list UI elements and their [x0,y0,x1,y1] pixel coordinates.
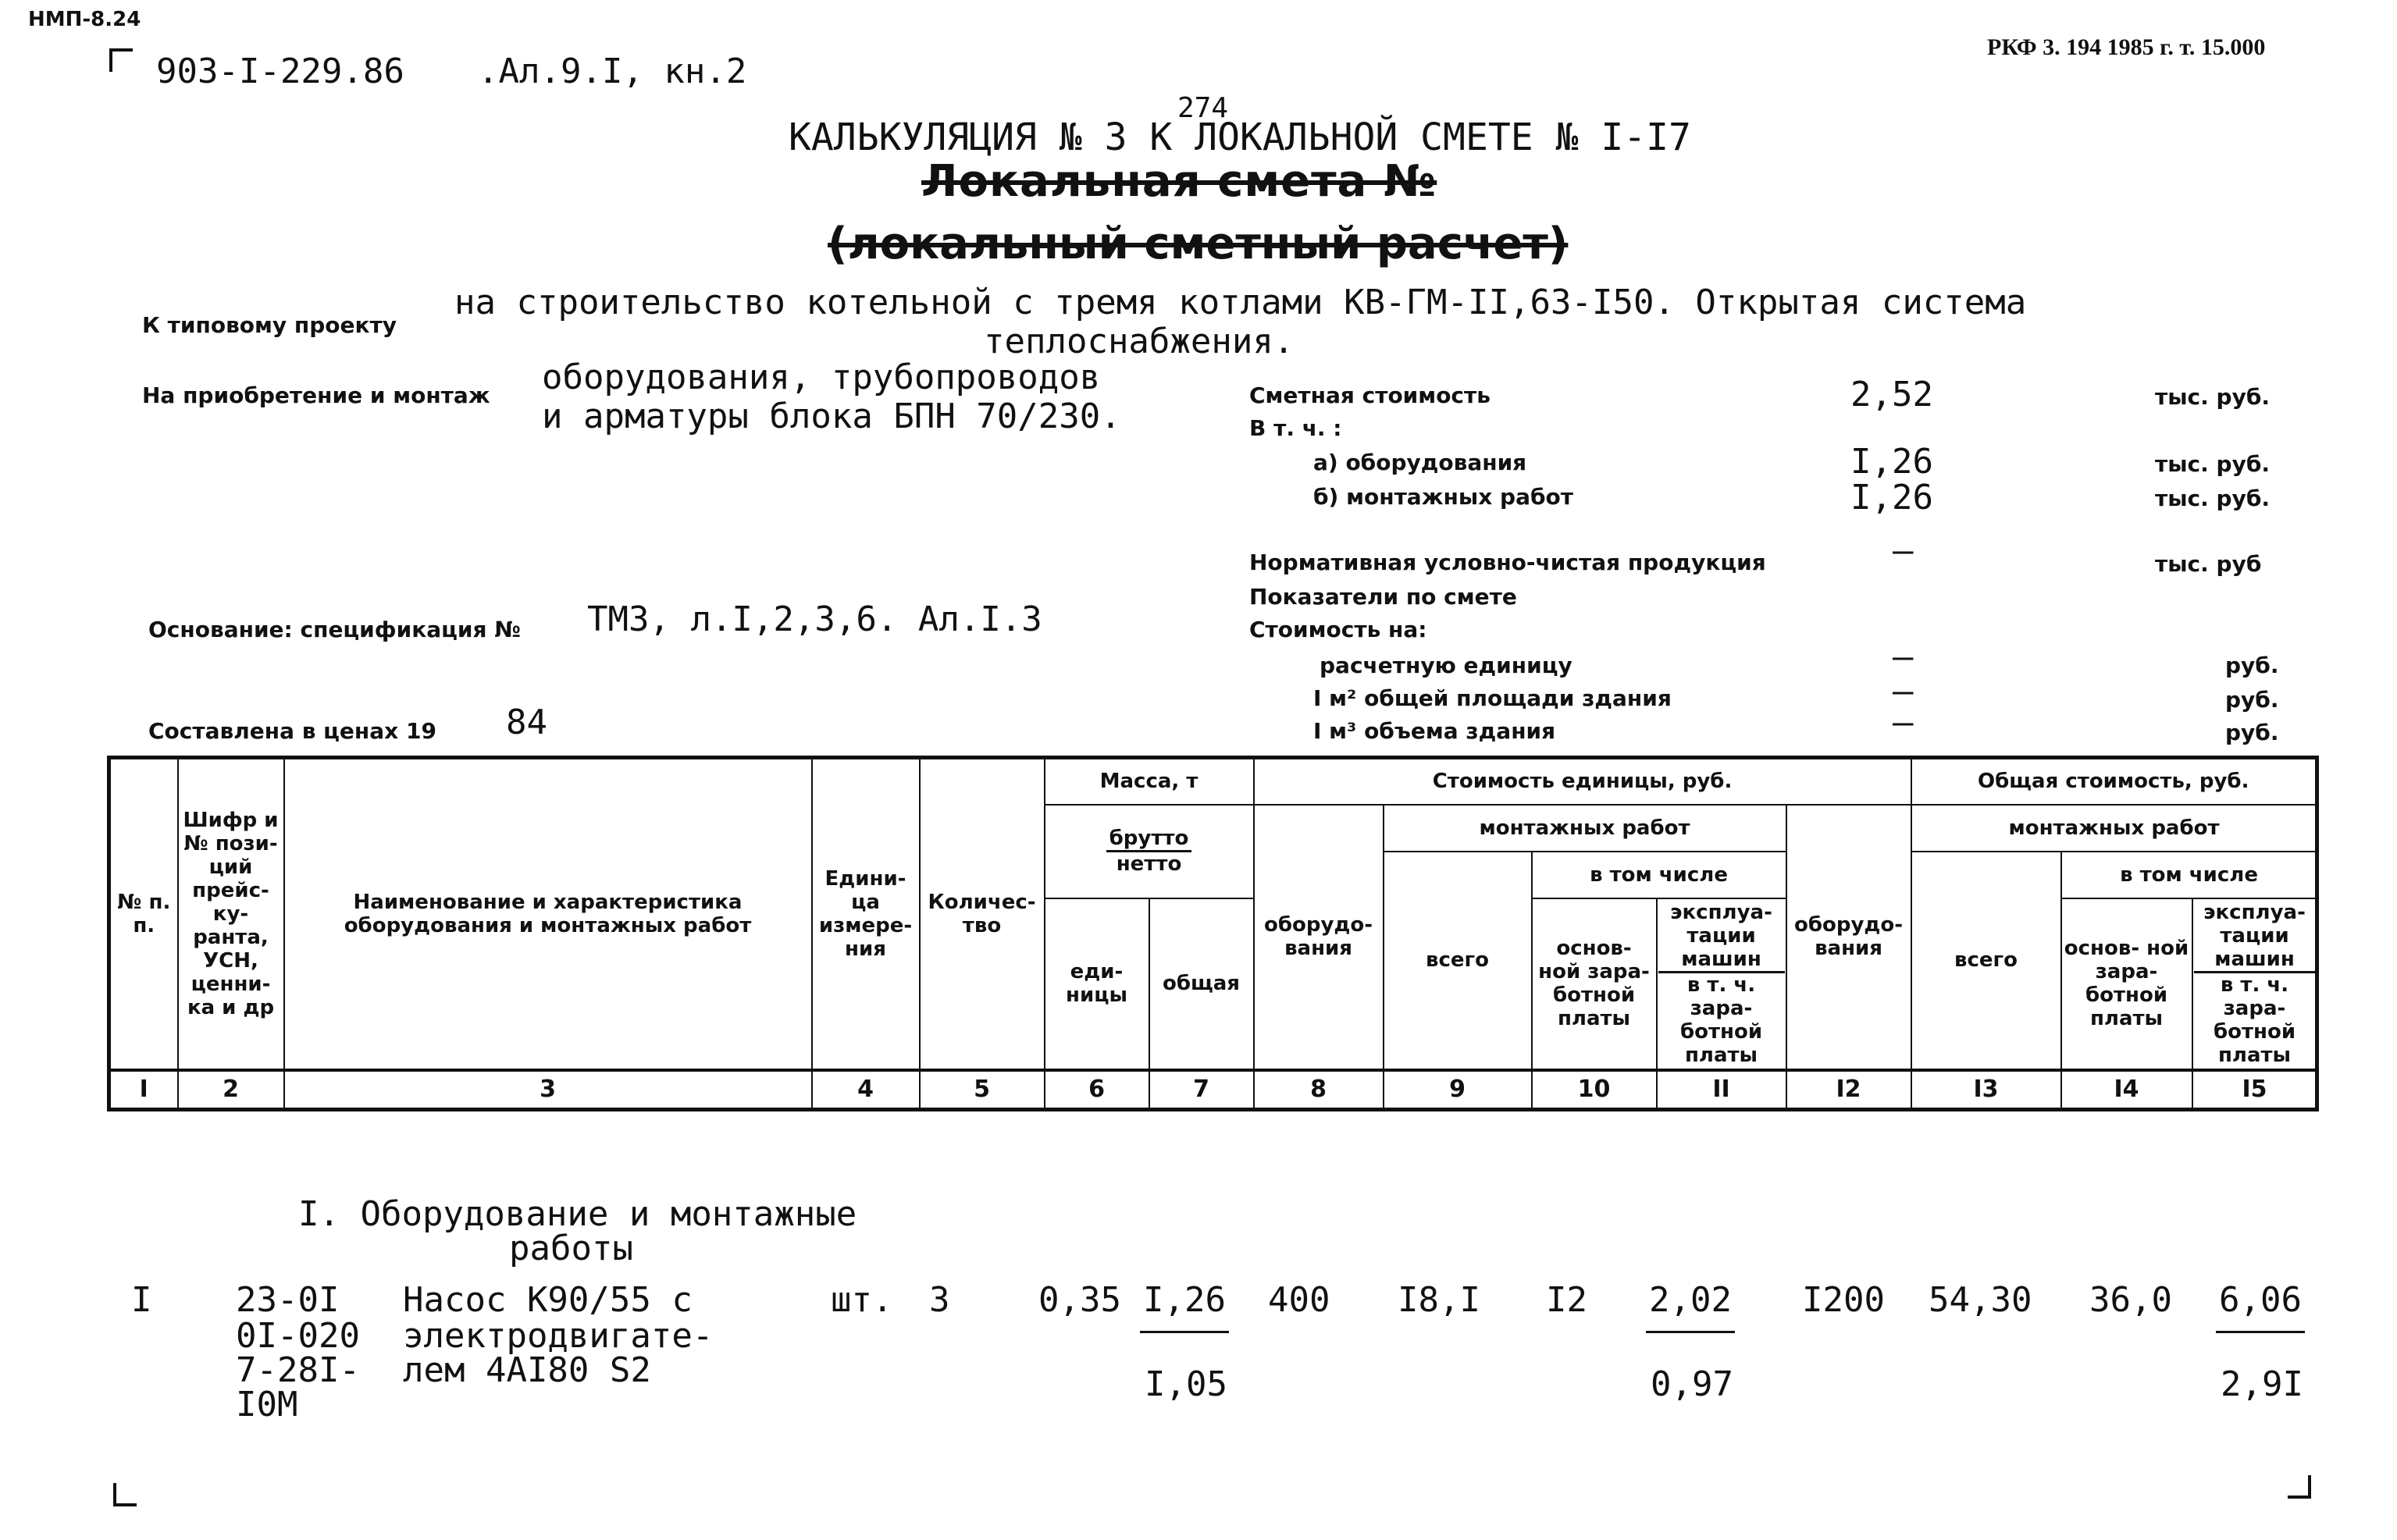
header-total-base-wage: основ- ной зара- ботной платы [2061,898,2192,1070]
equipment-value: I,26 [1850,442,1933,482]
header-total-machines [2192,898,2317,1070]
installation-label: б) монтажных работ [1313,484,1573,510]
cost-per-label: Стоимость на: [1249,617,1427,642]
header-total-cost: Общая стоимость, руб. [1911,758,2317,805]
normative-label: Нормативная условно-чистая продукция [1249,549,1766,575]
row-total-install-all: 54,30 [1929,1280,2032,1320]
header-brutto-netto [1045,805,1254,898]
col-number-13: I3 [1911,1070,2061,1110]
col-number-5: 5 [920,1070,1045,1110]
project-label: К типовому проекту [142,312,397,338]
row-total-equipment: I200 [1802,1280,1885,1320]
calculation-title: КАЛЬКУЛЯЦИЯ № 3 К ЛОКАЛЬНОЙ СМЕТЕ № I-I7 [789,116,1691,159]
row-mass-unit: 0,35 [1038,1280,1121,1320]
section-title-line2: работы [509,1229,633,1268]
equipment-label: а) оборудования [1313,450,1527,475]
col-number-14: I4 [2061,1070,2192,1110]
row-total-machines-wage: 2,9I [2221,1364,2303,1404]
header-item-number: № п. п. [109,758,178,1070]
estimate-table [107,756,2319,1111]
form-reference: РКФ 3. 194 1985 г. т. 15.000 [1987,34,2266,60]
prices-year: 84 [506,702,547,742]
estimate-cost-label: Сметная стоимость [1249,382,1491,408]
corner-mark-bottom-right [2288,1475,2311,1499]
col-number-4: 4 [812,1070,920,1110]
row-code-line1: 23-0I [236,1280,340,1320]
corner-mark-top-left [109,48,133,72]
header-unit-machines-wage: в т. ч. зара- ботной платы [1679,973,1763,1067]
row-unit: шт. [831,1280,893,1320]
row-mass-total-brutto-value: I,26 [1140,1280,1229,1333]
form-code: НМП-8.24 [28,8,141,31]
row-mass-total-brutto [1140,1280,1229,1333]
header-unit-machines [1657,898,1786,1070]
header-quantity: Количес- тво [920,758,1045,1070]
indicators-label: Показатели по смете [1249,584,1517,610]
header-netto: нетто [1116,852,1182,876]
header-unit: Едини- ца измере- ния [812,758,920,1070]
header-unit-cost: Стоимость единицы, руб. [1254,758,1911,805]
corner-mark-bottom-left [113,1483,137,1506]
normative-value: – [1893,531,1914,571]
prices-label: Составлена в ценах 19 [148,718,436,744]
col-number-1: I [109,1070,178,1110]
normative-unit: тыс. руб [2155,551,2262,577]
header-unit-including: в том числе [1532,852,1786,898]
calc-unit-unit: руб. [2225,653,2279,678]
calc-unit-label: расчетную единицу [1320,653,1572,678]
row-code-line2: 0I-020 [236,1316,360,1356]
area-label: I м² общей площади здания [1313,685,1672,711]
purpose-label: На приобретение и монтаж [142,382,490,408]
header-total-machines-label: эксплуа- тации машин [2194,901,2316,973]
row-unit-machines-value: 2,02 [1646,1280,1735,1333]
row-name-line1: Насос К90/55 с [403,1280,693,1320]
header-unit-equipment: оборудо- вания [1254,805,1384,1070]
volume-value: – [1893,702,1914,742]
col-number-9: 9 [1384,1070,1532,1110]
volume-unit: руб. [2225,720,2279,745]
basis-label: Основание: спецификация № [148,617,521,642]
album-reference: .Ал.9.I, кн.2 [478,52,747,91]
col-number-8: 8 [1254,1070,1384,1110]
area-value: – [1893,671,1914,711]
row-code-line3: 7-28I- [236,1350,360,1390]
row-unit-machines-wage: 0,97 [1651,1364,1733,1404]
row-total-machines-value: 6,06 [2216,1280,2305,1333]
header-total-install-all: всего [1911,852,2061,1070]
col-number-15: I5 [2192,1070,2317,1110]
struck-title-calculation: (локальный сметный расчет) [828,219,1569,269]
header-mass-total: общая [1149,898,1254,1070]
equipment-unit: тыс. руб. [2155,451,2271,477]
header-name: Наименование и характеристика оборудования и монтажных работ [284,758,812,1070]
row-unit-install-all: I8,I [1398,1280,1480,1320]
project-value: на строительство котельной с тремя котлами КВ-ГМ-II,63-I50. Открытая система [454,283,2027,322]
doc-number: 903-I-229.86 [156,52,404,91]
col-number-7: 7 [1149,1070,1254,1110]
header-unit-install-all: всего [1384,852,1532,1070]
row-mass-total-netto: I,05 [1145,1364,1227,1404]
col-number-11: II [1657,1070,1786,1110]
row-name-line2: электродвигате- [403,1316,714,1356]
basis-value: ТМЗ, л.I,2,3,6. Ал.I.3 [587,599,1042,639]
row-name-line3: лем 4АI80 S2 [403,1350,651,1390]
header-mass: Масса, т [1045,758,1254,805]
row-total-base-wage: 36,0 [2089,1280,2172,1320]
header-total-equipment: оборудо- вания [1786,805,1911,1070]
header-total-including: в том числе [2061,852,2317,898]
col-number-12: I2 [1786,1070,1911,1110]
header-unit-installation: монтажных работ [1384,805,1786,852]
row-item-number: I [131,1280,152,1320]
header-unit-base-wage: основ- ной зара- ботной платы [1532,898,1657,1070]
header-total-machines-wage: в т. ч. зара- ботной платы [2213,973,2296,1067]
estimate-cost-unit: тыс. руб. [2155,384,2271,410]
purpose-value-line1: оборудования, трубопроводов [542,357,1101,397]
calc-unit-value: – [1893,637,1914,677]
row-total-machines [2216,1280,2305,1333]
section-title-line1: I. Оборудование и монтажные [298,1194,857,1234]
page-number: 274 [1177,92,1229,124]
row-unit-base-wage: I2 [1546,1280,1587,1320]
row-code-line4: I0М [236,1385,298,1424]
installation-unit: тыс. руб. [2155,485,2271,511]
header-total-installation: монтажных работ [1911,805,2317,852]
purpose-value-line2: и арматуры блока БПН 70/230. [542,397,1121,436]
col-number-6: 6 [1045,1070,1149,1110]
header-unit-machines-label: эксплуа- тации машин [1658,901,1785,973]
row-unit-equipment: 400 [1268,1280,1330,1320]
including-label: В т. ч. : [1249,415,1342,441]
header-mass-per-unit: еди- ницы [1045,898,1149,1070]
project-value-line2: теплоснабжения. [984,322,1295,361]
col-number-10: 10 [1532,1070,1657,1110]
col-number-3: 3 [284,1070,812,1110]
header-price-code: Шифр и № пози- ций прейс- ку- ранта, УСН, ценни- ка и др [178,758,284,1070]
estimate-cost-value: 2,52 [1850,375,1933,414]
struck-title-estimate: Локальная смета № [921,156,1437,207]
header-brutto: брутто [1106,827,1192,852]
volume-label: I м³ объема здания [1313,718,1556,744]
installation-value: I,26 [1850,478,1933,517]
row-quantity: 3 [929,1280,950,1320]
col-number-2: 2 [178,1070,284,1110]
row-unit-machines [1646,1280,1735,1333]
area-unit: руб. [2225,687,2279,713]
